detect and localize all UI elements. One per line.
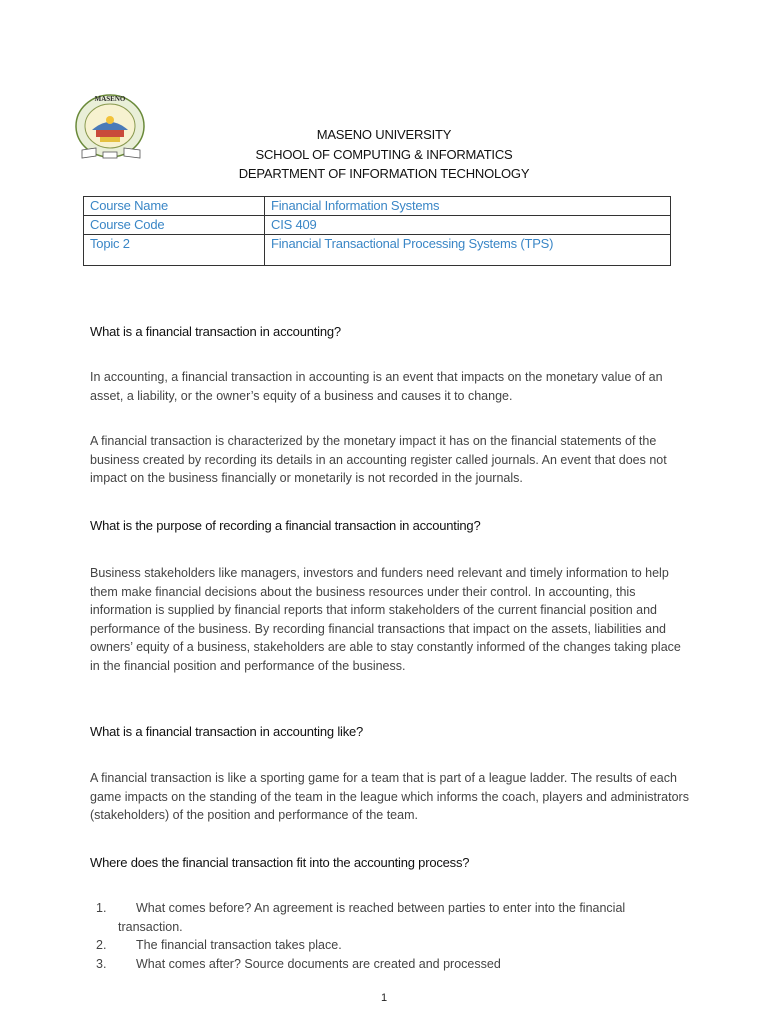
course-name-value: Financial Information Systems — [265, 197, 671, 216]
course-code-value: CIS 409 — [265, 216, 671, 235]
list-text-continued: transaction. — [118, 919, 183, 934]
list-item — [96, 936, 686, 955]
list-number: 1. — [96, 901, 107, 915]
paragraph: A financial transaction is characterized by the monetary impact it has on the financial statements of the business created by recording its details in an accounting register called journals. An event that does not impact on the business financially or monetarily is not recorded in the journals. — [90, 434, 667, 485]
list-text: The financial transaction takes place. — [136, 938, 342, 952]
course-code-label: Course Code — [84, 216, 265, 235]
paragraph: A financial transaction is like a sporting game for a team that is part of a league ladder. The results of each game impacts on the standing of the team in the league which informs the coach, players and administrators (stakeholders) of the position and performance of the team. — [90, 771, 689, 822]
list-text: What comes before? An agreement is reached between parties to enter into the financial — [136, 901, 626, 915]
svg-text:MASENO: MASENO — [94, 95, 126, 103]
course-name-label: Course Name — [84, 197, 265, 216]
table-row — [84, 216, 671, 235]
table-row — [84, 197, 671, 216]
list-item — [96, 899, 686, 936]
section-heading: What is the purpose of recording a financial transaction in accounting? — [90, 518, 481, 533]
page-number: 1 — [380, 992, 388, 1004]
course-info-table — [83, 196, 671, 266]
section-heading: What is a financial transaction in accounting like? — [90, 724, 364, 739]
section-heading: Where does the financial transaction fit into the accounting process? — [90, 855, 470, 870]
school-name: SCHOOL OF COMPUTING & INFORMATICS — [255, 147, 513, 162]
department-name: DEPARTMENT OF INFORMATION TECHNOLOGY — [238, 166, 530, 181]
list-number: 3. — [96, 957, 107, 971]
university-name: MASENO UNIVERSITY — [316, 127, 452, 142]
list-text: What comes after? Source documents are created and processed — [136, 957, 501, 971]
topic-value: Financial Transactional Processing Systems (TPS) — [265, 235, 671, 266]
table-row — [84, 235, 671, 266]
paragraph: Business stakeholders like managers, investors and funders need relevant and timely information to help them make financial decisions about the business resources under their control. In accounting, this information is supplied by financial reports that inform stakeholders of the current financial position and performance of the business. By recording financial transactions that impact on the assets, liabilities and owners’ equity of a business, stakeholders are able to stay constantly informed of the changes taking place in the financial position and performance of the business. — [90, 566, 681, 673]
section-heading: What is a financial transaction in accounting? — [90, 324, 341, 339]
topic-label: Topic 2 — [84, 235, 265, 266]
list-item — [96, 955, 686, 974]
paragraph: In accounting, a financial transaction in accounting is an event that impacts on the monetary value of an asset, a liability, or the owner’s equity of a business and causes it to change. — [90, 370, 663, 403]
list-number: 2. — [96, 938, 107, 952]
